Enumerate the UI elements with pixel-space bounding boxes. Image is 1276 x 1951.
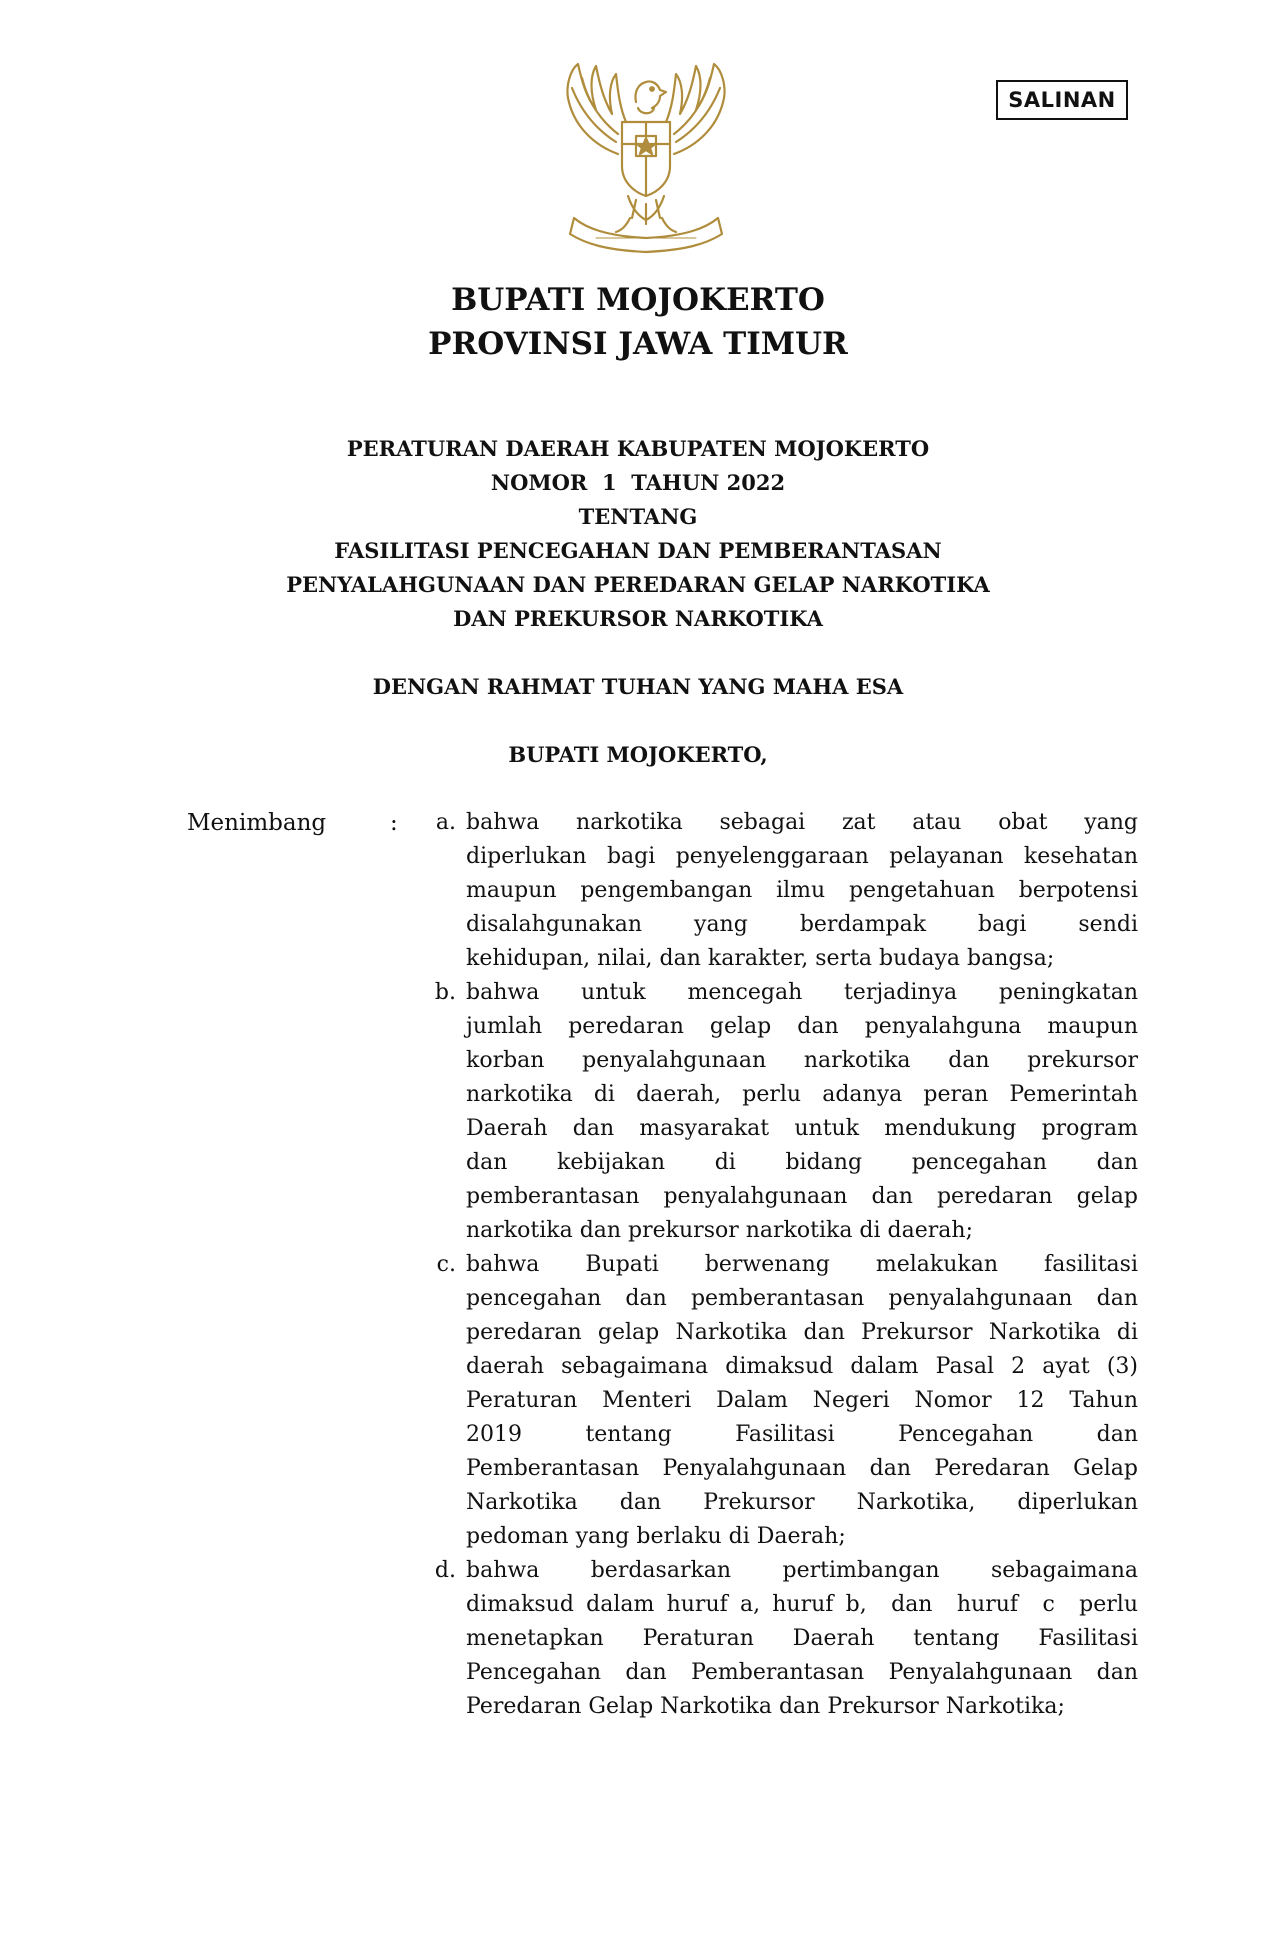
- item-line: pedoman yang berlaku di Daerah;: [466, 1524, 846, 1549]
- item-letter: b.: [434, 980, 456, 1005]
- item-line: Peredaran Gelap Narkotika dan Prekursor Narkotika;: [466, 1694, 1065, 1719]
- item-line: disalahgunakan yang berdampak bagi sendi: [466, 912, 1138, 937]
- item-line: Pencegahan dan Pemberantasan Penyalahgunaan dan: [466, 1660, 1138, 1685]
- regulation-line-1: PERATURAN DAERAH KABUPATEN MOJOKERTO: [346, 436, 930, 461]
- regulation-line-4: FASILITASI PENCEGAHAN DAN PEMBERANTASAN: [334, 538, 942, 563]
- item-line: Narkotika dan Prekursor Narkotika, diperlukan: [466, 1490, 1138, 1515]
- item-line: dimaksud dalam huruf a, huruf b, dan huruf c perlu: [466, 1592, 1138, 1617]
- item-line: narkotika di daerah, perlu adanya peran Pemerintah: [466, 1082, 1138, 1107]
- item-line: pemberantasan penyalahgunaan dan peredaran gelap: [466, 1184, 1138, 1209]
- salinan-label: SALINAN: [1008, 88, 1116, 112]
- document-header: [0, 278, 1276, 366]
- item-line: maupun pengembangan ilmu pengetahuan berpotensi: [466, 878, 1138, 903]
- regulation-line-6: DAN PREKURSOR NARKOTIKA: [453, 606, 823, 631]
- garuda-icon: [556, 58, 736, 256]
- item-line: kehidupan, nilai, dan karakter, serta budaya bangsa;: [466, 946, 1055, 971]
- item-line: bahwa narkotika sebagai zat atau obat yang: [466, 810, 1138, 835]
- item-line: diperlukan bagi penyelenggaraan pelayanan kesehatan: [466, 844, 1138, 869]
- considering-item: [410, 976, 1138, 1248]
- item-text: [456, 806, 1138, 976]
- regulation-title: [0, 432, 1276, 636]
- item-line: pencegahan dan pemberantasan penyalahgunaan dan: [466, 1286, 1138, 1311]
- item-text: [456, 1554, 1138, 1724]
- considering-item: [410, 1248, 1138, 1554]
- item-line: 2019 tentang Fasilitasi Pencegahan dan: [466, 1422, 1138, 1447]
- item-letter: c.: [436, 1252, 456, 1277]
- item-letter: d.: [434, 1558, 456, 1583]
- item-line: Daerah dan masyarakat untuk mendukung program: [466, 1116, 1138, 1141]
- salinan-stamp: [996, 80, 1128, 120]
- item-line: bahwa berdasarkan pertimbangan sebagaimana: [466, 1558, 1138, 1583]
- item-line: Peraturan Menteri Dalam Negeri Nomor 12 Tahun: [466, 1388, 1138, 1413]
- header-line-1: BUPATI MOJOKERTO: [451, 282, 825, 318]
- blessing-text: DENGAN RAHMAT TUHAN YANG MAHA ESA: [372, 674, 904, 699]
- regulation-line-3: TENTANG: [578, 504, 698, 529]
- item-line: jumlah peredaran gelap dan penyalahguna maupun: [466, 1014, 1138, 1039]
- considering-item: [410, 1554, 1138, 1724]
- item-line: narkotika dan prekursor narkotika di daerah;: [466, 1218, 973, 1243]
- garuda-emblem: [556, 58, 736, 256]
- considering-list: [410, 806, 1138, 1724]
- item-line: bahwa untuk mencegah terjadinya peningkatan: [466, 980, 1138, 1005]
- header-line-2: PROVINSI JAWA TIMUR: [428, 326, 848, 362]
- item-line: peredaran gelap Narkotika dan Prekursor Narkotika di: [466, 1320, 1138, 1345]
- item-line: menetapkan Peraturan Daerah tentang Fasilitasi: [466, 1626, 1138, 1651]
- regulation-line-5: PENYALAHGUNAAN DAN PEREDARAN GELAP NARKOTIKA: [286, 572, 990, 597]
- item-line: daerah sebagaimana dimaksud dalam Pasal 2 ayat (3): [466, 1354, 1138, 1379]
- item-line: korban penyalahgunaan narkotika dan prekursor: [466, 1048, 1138, 1073]
- item-text: [456, 976, 1138, 1248]
- item-text: [456, 1248, 1138, 1554]
- item-line: Pemberantasan Penyalahgunaan dan Peredaran Gelap: [466, 1456, 1138, 1481]
- considering-item: [410, 806, 1138, 976]
- regulation-line-2: NOMOR 1 TAHUN 2022: [490, 470, 786, 495]
- item-line: bahwa Bupati berwenang melakukan fasilitasi: [466, 1252, 1138, 1277]
- item-letter: a.: [435, 810, 456, 835]
- signatory-line: [0, 738, 1276, 772]
- considering-colon: :: [390, 810, 398, 836]
- considering-label: Menimbang: [187, 810, 327, 836]
- blessing-line: [0, 670, 1276, 704]
- signatory-text: BUPATI MOJOKERTO,: [508, 742, 768, 767]
- item-line: dan kebijakan di bidang pencegahan dan: [466, 1150, 1138, 1175]
